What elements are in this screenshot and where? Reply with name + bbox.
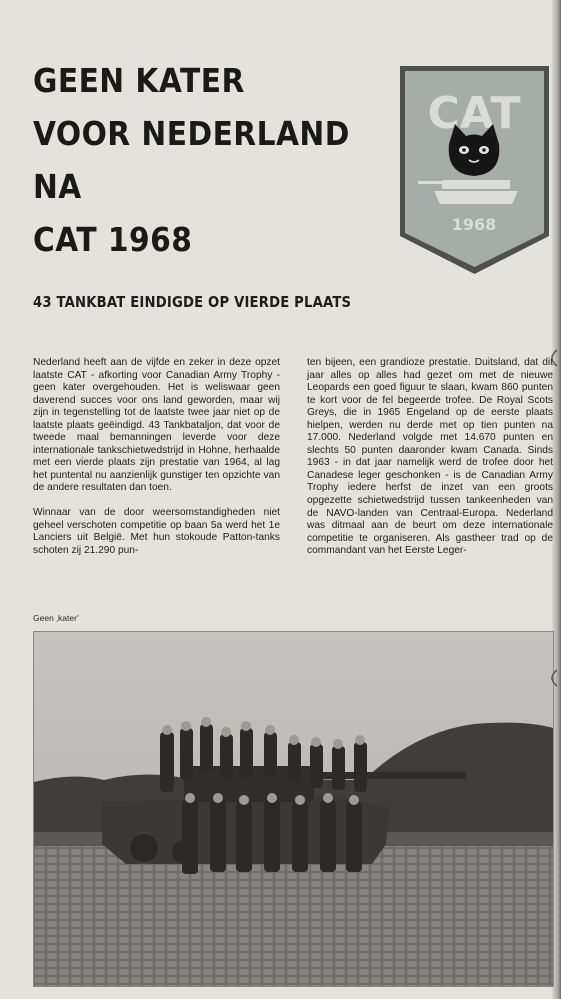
page-curl-icon xyxy=(545,669,559,687)
article-paragraph: Nederland heeft aan de vijfde en zeker in deze opzet laatste CAT - afkorting voor Canadian Army Trophy - geen kater overgehouden. Het is weliswaar geen daverend succes voor ons land geworden, maar wij zijn in tegenstelling tot de laatste twee jaar niet op de laatste plaats geëindigd. 43 Tankbataljon, dat voor de tweede maal bemanningen leverde voor deze internationale tankschietwedstrijd in Hohne, herhaalde met een vierde plaats zijn prestatie van 1964, al lag het puntental nu aanzienlijk gunstiger ten opzichte van de andere resultaten dan toen. xyxy=(33,357,280,494)
badge-cat-text: CAT xyxy=(427,88,521,139)
headline-line-2: VOOR NEDERLAND xyxy=(33,114,350,153)
headline-line-4: CAT 1968 xyxy=(33,220,193,259)
article-paragraph: ten bijeen, een grandioze prestatie. Duitsland, dat dit jaar alles op alles had gezet om met de nieuwe Leopards een goed figuur te slaan, kwam 860 punten te kort voor de fel begeerde trofee. De Royal Scots Greys, die in 1965 Engeland op de eerste plaats hielpen, werden nu derde met op tien punten na 17.000. Nederland volgde met 14.670 punten en slechts 50 punten daaronder kwam Canada. Sinds 1963 - in dat jaar namelijk werd de trofee door het Canadese leger geschonken - is de Canadian Army Trophy iedere herfst de inzet van een groots opgezette schietwedstrijd tussen tankeenheden van de NAVO-landen van Centraal-Europa. Nederland was ditmaal aan de beurt om deze internationale competitie te organiseren. Als gastheer trad op de commandant van het Eerste Leger- xyxy=(307,357,553,557)
tank-crew-photo xyxy=(33,631,554,987)
headline-line-1: GEEN KATER xyxy=(33,61,245,100)
page-curl-icon xyxy=(545,349,559,367)
headline-line-3: NA xyxy=(33,167,82,206)
article-headline xyxy=(33,54,350,266)
article-subheading: 43 TANKBAT EINDIGDE OP VIERDE PLAATS xyxy=(33,293,352,311)
article-column-right xyxy=(307,357,553,570)
article-column-left xyxy=(33,357,280,569)
badge-year-text: 1968 xyxy=(451,215,497,234)
article-paragraph: Winnaar van de door weersomstandigheden niet geheel verschoten competitie op baan 5a werd het 1e Lanciers uit België. Met hun stokoude Patton-tanks schoten zij 21.290 pun- xyxy=(33,507,280,556)
photo-caption: Geen ‚kater' xyxy=(33,613,79,623)
cat-1968-badge xyxy=(398,64,551,276)
